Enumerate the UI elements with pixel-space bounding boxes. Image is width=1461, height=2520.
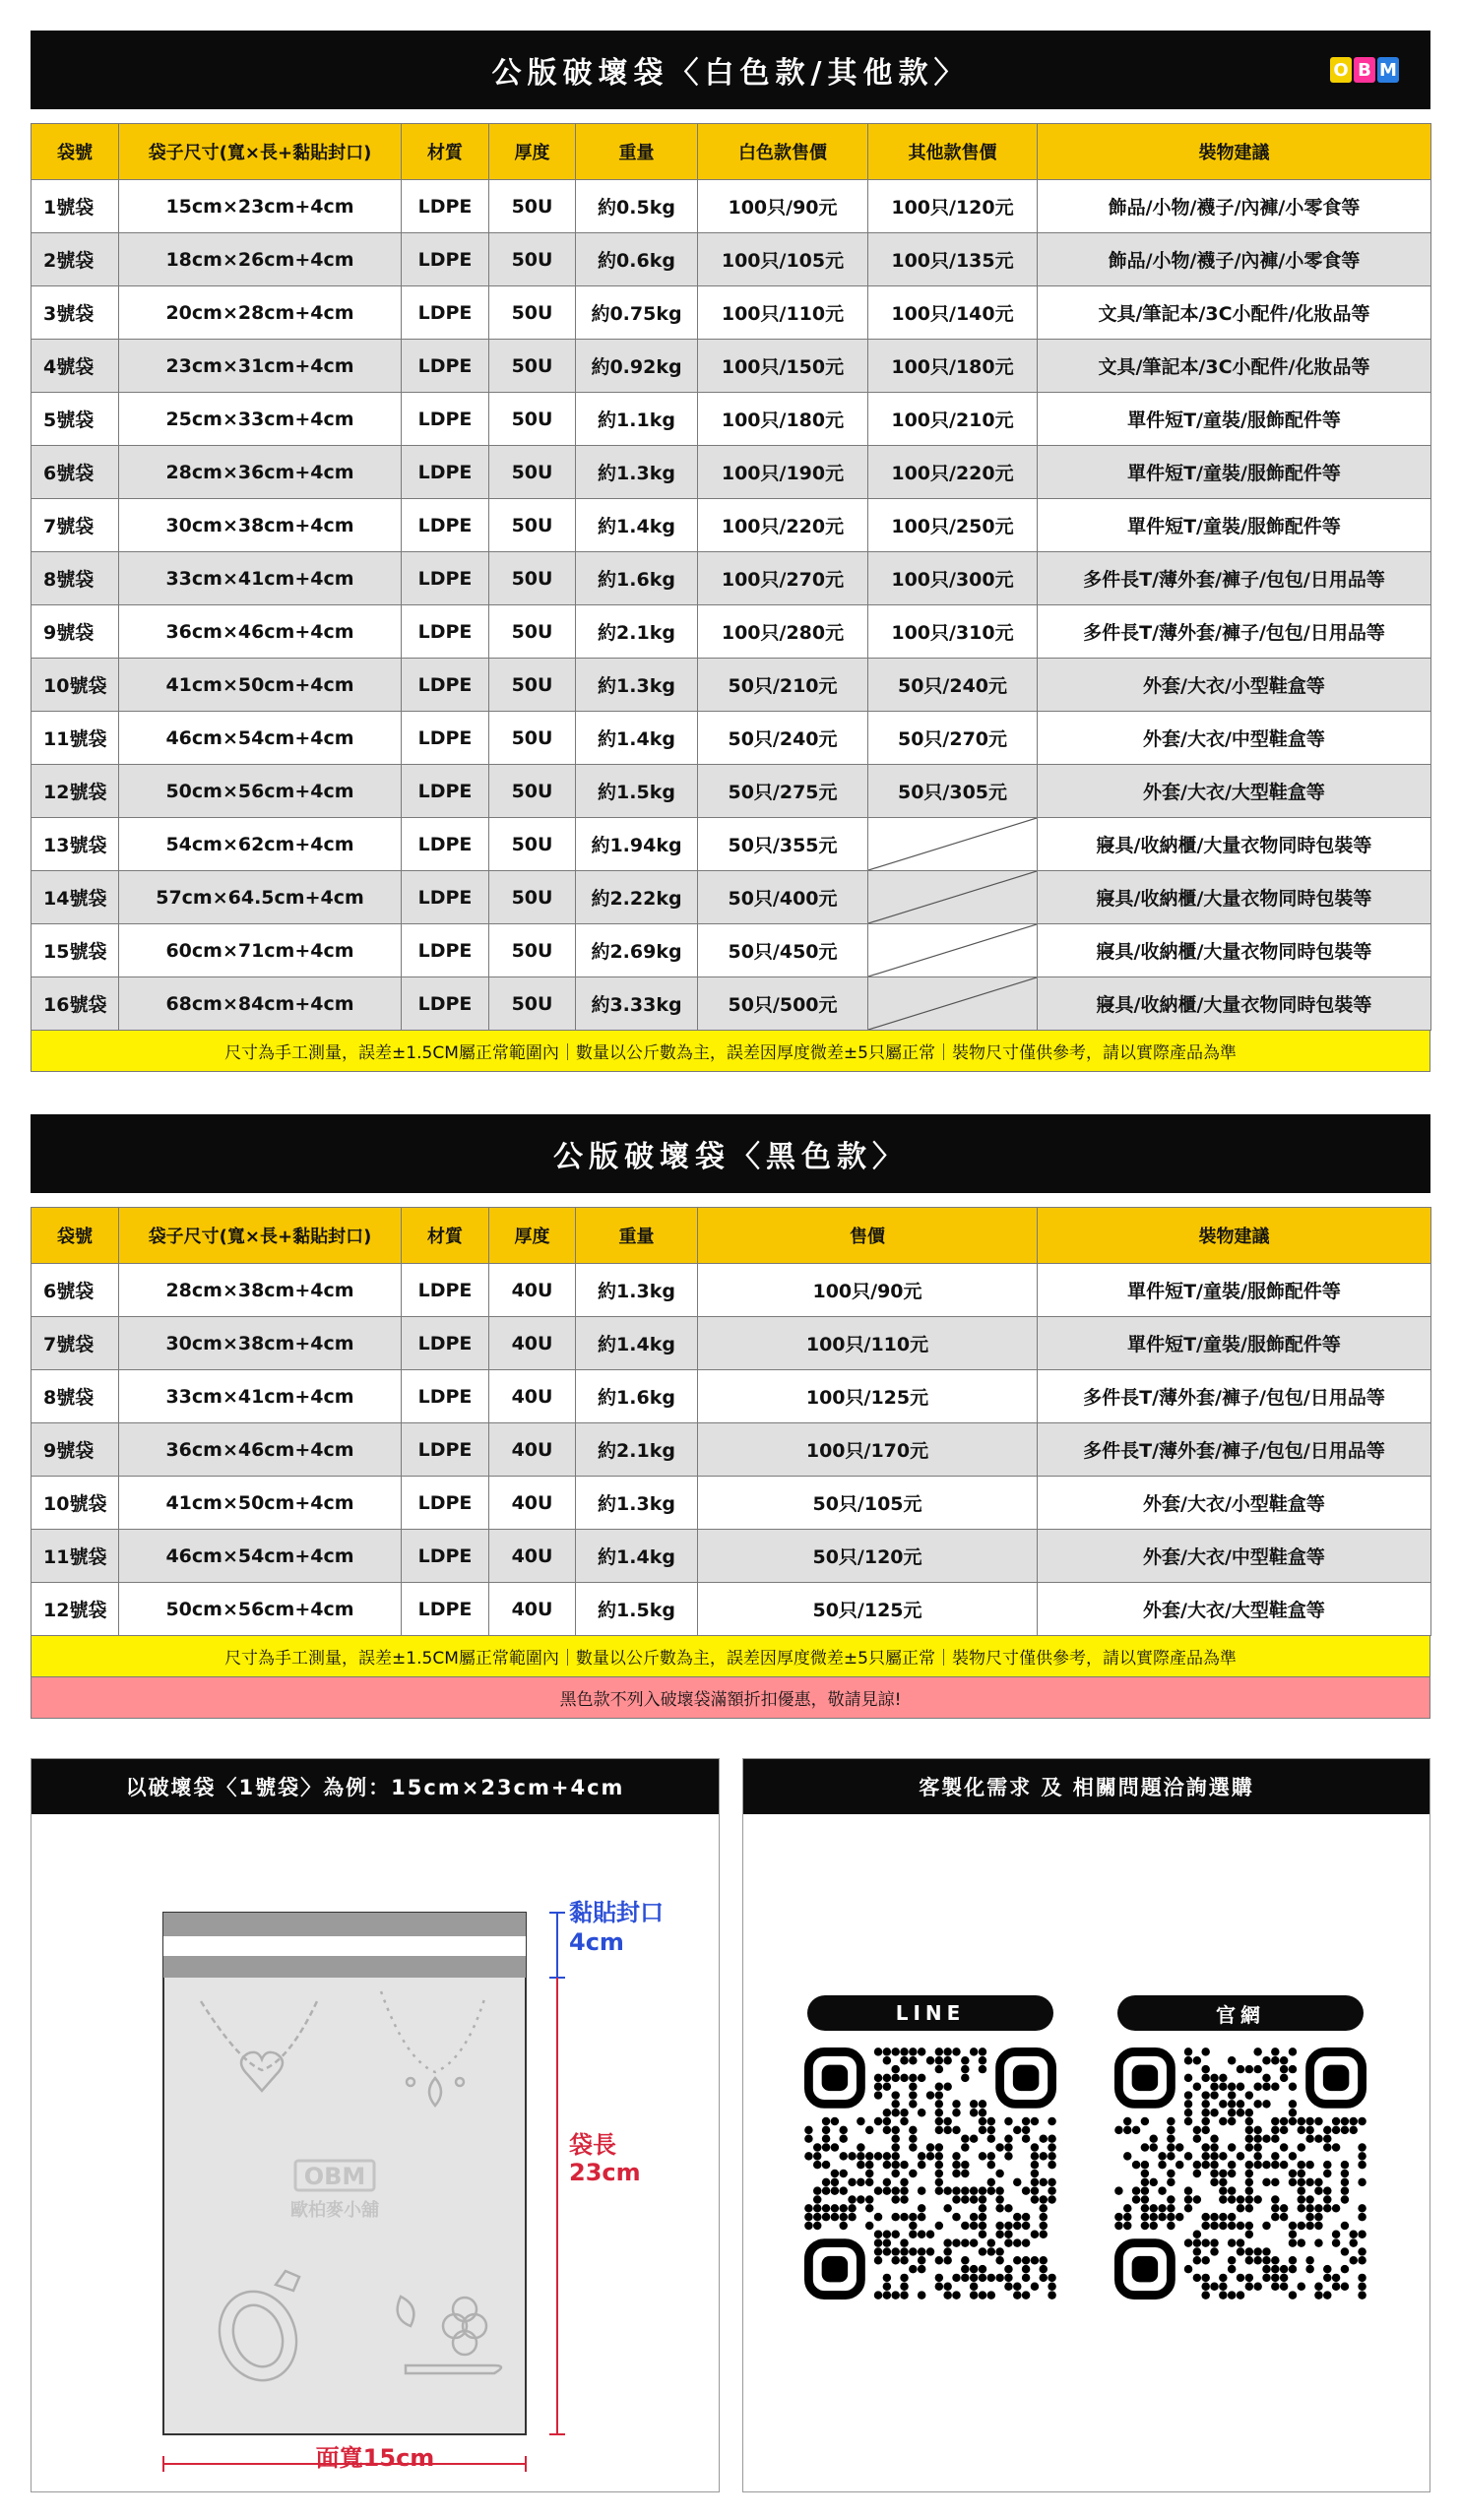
table-cell: LDPE [402,1477,489,1530]
black-table-row [32,1370,1431,1423]
bag-number-cell: 5號袋 [32,393,119,446]
table-cell: 100只/90元 [698,1264,1038,1317]
table-cell: 約1.6kg [576,552,698,605]
table-cell: 100只/180元 [868,340,1038,393]
table-cell: LDPE [402,393,489,446]
bag-number-cell: 2號袋 [32,233,119,286]
white-table-row [32,659,1431,712]
table-cell: LDPE [402,1317,489,1370]
white-header-cell: 厚度 [489,124,576,180]
table-cell: 50只/275元 [698,765,868,818]
table-cell: LDPE [402,340,489,393]
table-cell: 100只/150元 [698,340,868,393]
usage-suggestion-cell: 飾品/小物/襪子/內褲/小零食等 [1038,233,1431,286]
table-cell: 50只/125元 [698,1583,1038,1636]
table-cell: LDPE [402,233,489,286]
length-value: 23cm [569,2159,641,2186]
seal-value: 4cm [569,1928,624,1956]
table-cell: 約1.4kg [576,1317,698,1370]
website-qr-code-icon[interactable] [1114,2048,1366,2300]
table-cell: 100只/120元 [868,180,1038,233]
website-label: 官網 [1117,1995,1364,2031]
table-cell: LDPE [402,1264,489,1317]
table-cell: 約2.69kg [576,924,698,977]
usage-suggestion-cell: 外套/大衣/中型鞋盒等 [1038,712,1431,765]
table-cell: 約1.4kg [576,712,698,765]
table-cell: 約1.94kg [576,818,698,871]
table-cell: LDPE [402,818,489,871]
white-table-row [32,552,1431,605]
table-cell: LDPE [402,977,489,1031]
usage-suggestion-cell: 單件短T/童裝/服飾配件等 [1038,499,1431,552]
white-table-row [32,286,1431,340]
table-cell: LDPE [402,1423,489,1477]
table-cell: 50U [489,180,576,233]
bag-number-cell: 6號袋 [32,1264,119,1317]
table-cell: LDPE [402,712,489,765]
table-cell: 100只/135元 [868,233,1038,286]
table-cell: 100只/270元 [698,552,868,605]
table-cell: 100只/220元 [698,499,868,552]
table-cell: 40U [489,1477,576,1530]
black-section-title: 公版破壞袋〈黑色款〉 [553,1140,908,1174]
usage-suggestion-cell: 單件短T/童裝/服飾配件等 [1038,1264,1431,1317]
usage-suggestion-cell: 寢具/收納櫃/大量衣物同時包裝等 [1038,818,1431,871]
table-cell: 50U [489,924,576,977]
black-header-cell: 裝物建議 [1038,1208,1431,1264]
usage-suggestion-cell: 寢具/收納櫃/大量衣物同時包裝等 [1038,924,1431,977]
table-cell: 50U [489,765,576,818]
black-section-title-bar [31,1114,1430,1193]
table-cell: 約2.1kg [576,1423,698,1477]
table-cell: 40U [489,1370,576,1423]
bag-size-cell: 25cm×33cm+4cm [119,393,402,446]
bag-size-cell: 20cm×28cm+4cm [119,286,402,340]
bag-size-cell: 57cm×64.5cm+4cm [119,871,402,924]
table-cell: LDPE [402,552,489,605]
table-cell: 約0.92kg [576,340,698,393]
table-cell: 50只/305元 [868,765,1038,818]
bag-number-cell: 11號袋 [32,1530,119,1583]
black-price-table [31,1207,1431,1636]
white-header-cell: 袋子尺寸(寬×長+黏貼封口) [119,124,402,180]
bag-number-cell: 7號袋 [32,499,119,552]
black-table-row [32,1530,1431,1583]
table-cell: 約1.3kg [576,446,698,499]
table-cell: 50U [489,499,576,552]
table-cell: 50只/355元 [698,818,868,871]
table-cell: 100只/90元 [698,180,868,233]
table-cell: LDPE [402,1370,489,1423]
white-table-row [32,180,1431,233]
table-cell: LDPE [402,924,489,977]
seal-strip-white [163,1936,526,1956]
table-cell: 約2.1kg [576,605,698,659]
logo-letter-m: M [1377,57,1399,83]
bag-size-cell: 36cm×46cm+4cm [119,1423,402,1477]
table-cell: 50U [489,818,576,871]
white-table-row [32,871,1431,924]
table-cell: 50只/450元 [698,924,868,977]
bag-size-cell: 15cm×23cm+4cm [119,180,402,233]
black-table-row [32,1423,1431,1477]
usage-suggestion-cell: 寢具/收納櫃/大量衣物同時包裝等 [1038,871,1431,924]
length-label: 袋長 [569,2131,616,2159]
table-cell: 100只/110元 [698,286,868,340]
logo-letter-o: O [1330,57,1352,83]
seal-strip-bottom [163,1956,526,1978]
white-section-title: 公版破壞袋〈白色款/其他款〉 [491,56,970,91]
bag-size-cell: 18cm×26cm+4cm [119,233,402,286]
logo-letter-b: B [1354,57,1375,83]
black-section-note: 尺寸為手工測量，誤差±1.5CM屬正常範圍內｜數量以公斤數為主，誤差因厚度微差±5只屬正常｜裝物尺寸僅供參考，請以實際產品為準 [31,1636,1430,1677]
usage-suggestion-cell: 飾品/小物/襪子/內褲/小零食等 [1038,180,1431,233]
black-table-row [32,1317,1431,1370]
bag-number-cell: 1號袋 [32,180,119,233]
seal-strip-top [163,1913,526,1936]
not-available-cell [868,818,1038,871]
table-cell: 50U [489,393,576,446]
obm-logo [1330,57,1399,83]
table-cell: LDPE [402,871,489,924]
bag-size-cell: 41cm×50cm+4cm [119,659,402,712]
table-cell: 50只/210元 [698,659,868,712]
usage-suggestion-cell: 單件短T/童裝/服飾配件等 [1038,393,1431,446]
bag-size-cell: 36cm×46cm+4cm [119,605,402,659]
line-label: LINE [807,1995,1053,2031]
table-cell: 50U [489,977,576,1031]
bag-size-cell: 50cm×56cm+4cm [119,765,402,818]
black-table-row [32,1583,1431,1636]
white-table-row [32,765,1431,818]
white-section-note: 尺寸為手工測量，誤差±1.5CM屬正常範圍內｜數量以公斤數為主，誤差因厚度微差±5只屬正常｜裝物尺寸僅供參考，請以實際產品為準 [31,1031,1430,1072]
bag-number-cell: 16號袋 [32,977,119,1031]
bag-size-cell: 60cm×71cm+4cm [119,924,402,977]
white-table-row [32,446,1431,499]
bag-number-cell: 12號袋 [32,765,119,818]
bag-number-cell: 15號袋 [32,924,119,977]
table-cell: 約0.75kg [576,286,698,340]
black-section-warning: 黑色款不列入破壞袋滿額折扣優惠，敬請見諒! [31,1677,1430,1719]
white-header-cell: 重量 [576,124,698,180]
usage-suggestion-cell: 多件長T/薄外套/褲子/包包/日用品等 [1038,605,1431,659]
table-cell: 約2.22kg [576,871,698,924]
table-cell: 100只/220元 [868,446,1038,499]
bag-number-cell: 11號袋 [32,712,119,765]
table-cell: 約3.33kg [576,977,698,1031]
bag-number-cell: 4號袋 [32,340,119,393]
bag-number-cell: 3號袋 [32,286,119,340]
white-table-row [32,924,1431,977]
not-available-cell [868,924,1038,977]
seal-dimension-marker [549,1913,565,1978]
table-cell: 50U [489,446,576,499]
black-table-row [32,1264,1431,1317]
white-table-row [32,499,1431,552]
usage-suggestion-cell: 文具/筆記本/3C小配件/化妝品等 [1038,286,1431,340]
bag-number-cell: 7號袋 [32,1317,119,1370]
white-table-row [32,977,1431,1031]
table-cell: 100只/110元 [698,1317,1038,1370]
table-cell: 50U [489,233,576,286]
table-cell: 50U [489,659,576,712]
usage-suggestion-cell: 文具/筆記本/3C小配件/化妝品等 [1038,340,1431,393]
table-cell: 100只/180元 [698,393,868,446]
table-cell: 50只/270元 [868,712,1038,765]
bag-number-cell: 10號袋 [32,1477,119,1530]
white-table-row [32,712,1431,765]
table-cell: 50只/120元 [698,1530,1038,1583]
table-cell: 約1.3kg [576,1264,698,1317]
bag-size-cell: 46cm×54cm+4cm [119,1530,402,1583]
bag-number-cell: 6號袋 [32,446,119,499]
table-cell: 100只/280元 [698,605,868,659]
usage-suggestion-cell: 多件長T/薄外套/褲子/包包/日用品等 [1038,1423,1431,1477]
black-header-cell: 重量 [576,1208,698,1264]
table-cell: 40U [489,1530,576,1583]
table-cell: 50U [489,605,576,659]
usage-suggestion-cell: 單件短T/童裝/服飾配件等 [1038,1317,1431,1370]
table-cell: 40U [489,1317,576,1370]
table-cell: 50U [489,340,576,393]
table-cell: 約1.5kg [576,765,698,818]
usage-suggestion-cell: 多件長T/薄外套/褲子/包包/日用品等 [1038,1370,1431,1423]
seal-label: 黏貼封口 [569,1899,664,1926]
contact-title: 客製化需求 及 相關問題洽詢選購 [743,1759,1429,1814]
white-table-row [32,818,1431,871]
table-cell: 50只/400元 [698,871,868,924]
bag-number-cell: 14號袋 [32,871,119,924]
bag-size-cell: 28cm×36cm+4cm [119,446,402,499]
table-cell: 100只/310元 [868,605,1038,659]
bag-number-cell: 8號袋 [32,1370,119,1423]
table-cell: 50U [489,552,576,605]
usage-suggestion-cell: 外套/大衣/中型鞋盒等 [1038,1530,1431,1583]
usage-suggestion-cell: 外套/大衣/小型鞋盒等 [1038,659,1431,712]
table-cell: LDPE [402,659,489,712]
bag-size-cell: 28cm×38cm+4cm [119,1264,402,1317]
example-panel [31,1758,720,2492]
bag-size-cell: 23cm×31cm+4cm [119,340,402,393]
table-cell: 40U [489,1423,576,1477]
usage-suggestion-cell: 單件短T/童裝/服飾配件等 [1038,446,1431,499]
black-header-cell: 材質 [402,1208,489,1264]
white-table-row [32,605,1431,659]
table-cell: LDPE [402,446,489,499]
table-cell: 100只/125元 [698,1370,1038,1423]
usage-suggestion-cell: 外套/大衣/大型鞋盒等 [1038,1583,1431,1636]
table-cell: 約0.5kg [576,180,698,233]
white-header-cell: 其他款售價 [868,124,1038,180]
bag-size-cell: 54cm×62cm+4cm [119,818,402,871]
table-cell: 100只/140元 [868,286,1038,340]
brand-logo: OBM [303,2163,366,2190]
table-cell: 100只/170元 [698,1423,1038,1477]
white-price-table [31,123,1431,1031]
bag-size-cell: 50cm×56cm+4cm [119,1583,402,1636]
table-cell: 約1.3kg [576,659,698,712]
table-cell: 100只/300元 [868,552,1038,605]
table-cell: 100只/250元 [868,499,1038,552]
black-header-cell: 袋號 [32,1208,119,1264]
width-label: 面寬15cm [315,2444,435,2472]
table-cell: 約1.6kg [576,1370,698,1423]
white-header-cell: 袋號 [32,124,119,180]
not-available-cell [868,977,1038,1031]
table-cell: LDPE [402,1583,489,1636]
line-qr-code-icon[interactable] [804,2048,1056,2300]
bag-number-cell: 12號袋 [32,1583,119,1636]
white-section [31,31,1430,1072]
contact-panel [742,1758,1430,2492]
not-available-cell [868,871,1038,924]
table-cell: 50U [489,871,576,924]
bag-size-cell: 33cm×41cm+4cm [119,1370,402,1423]
table-cell: 約1.5kg [576,1583,698,1636]
white-table-row [32,393,1431,446]
white-section-title-bar [31,31,1430,109]
table-cell: LDPE [402,765,489,818]
table-cell: 50U [489,286,576,340]
white-table-row [32,340,1431,393]
table-cell: 約1.4kg [576,499,698,552]
table-cell: 50只/105元 [698,1477,1038,1530]
usage-suggestion-cell: 外套/大衣/大型鞋盒等 [1038,765,1431,818]
example-title: 以破壞袋〈1號袋〉為例：15cm×23cm+4cm [32,1759,719,1814]
black-table-row [32,1477,1431,1530]
table-cell: 40U [489,1264,576,1317]
table-cell: LDPE [402,499,489,552]
table-cell: LDPE [402,180,489,233]
table-cell: 40U [489,1583,576,1636]
usage-suggestion-cell: 寢具/收納櫃/大量衣物同時包裝等 [1038,977,1431,1031]
brand-name: 歐柏麥小舖 [290,2200,379,2221]
table-cell: LDPE [402,286,489,340]
table-cell: 約1.3kg [576,1477,698,1530]
length-dimension-marker [549,1978,565,2434]
black-header-cell: 厚度 [489,1208,576,1264]
bag-number-cell: 8號袋 [32,552,119,605]
bag-number-cell: 13號袋 [32,818,119,871]
black-header-cell: 袋子尺寸(寬×長+黏貼封口) [119,1208,402,1264]
bag-size-cell: 41cm×50cm+4cm [119,1477,402,1530]
white-header-cell: 裝物建議 [1038,124,1431,180]
black-header-cell: 售價 [698,1208,1038,1264]
bag-number-cell: 9號袋 [32,605,119,659]
table-cell: 50只/240元 [868,659,1038,712]
bag-number-cell: 10號袋 [32,659,119,712]
table-cell: 約1.4kg [576,1530,698,1583]
table-cell: 100只/105元 [698,233,868,286]
table-cell: LDPE [402,605,489,659]
table-cell: LDPE [402,1530,489,1583]
bag-size-cell: 68cm×84cm+4cm [119,977,402,1031]
bag-size-cell: 33cm×41cm+4cm [119,552,402,605]
white-header-cell: 材質 [402,124,489,180]
table-cell: 50U [489,712,576,765]
usage-suggestion-cell: 多件長T/薄外套/褲子/包包/日用品等 [1038,552,1431,605]
table-cell: 約0.6kg [576,233,698,286]
bag-size-cell: 46cm×54cm+4cm [119,712,402,765]
black-section [31,1114,1430,1719]
table-cell: 50只/240元 [698,712,868,765]
bag-size-cell: 30cm×38cm+4cm [119,499,402,552]
white-header-cell: 白色款售價 [698,124,868,180]
table-cell: 50只/500元 [698,977,868,1031]
table-cell: 100只/210元 [868,393,1038,446]
white-table-row [32,233,1431,286]
table-cell: 約1.1kg [576,393,698,446]
usage-suggestion-cell: 外套/大衣/小型鞋盒等 [1038,1477,1431,1530]
table-cell: 100只/190元 [698,446,868,499]
bag-size-cell: 30cm×38cm+4cm [119,1317,402,1370]
bag-number-cell: 9號袋 [32,1423,119,1477]
